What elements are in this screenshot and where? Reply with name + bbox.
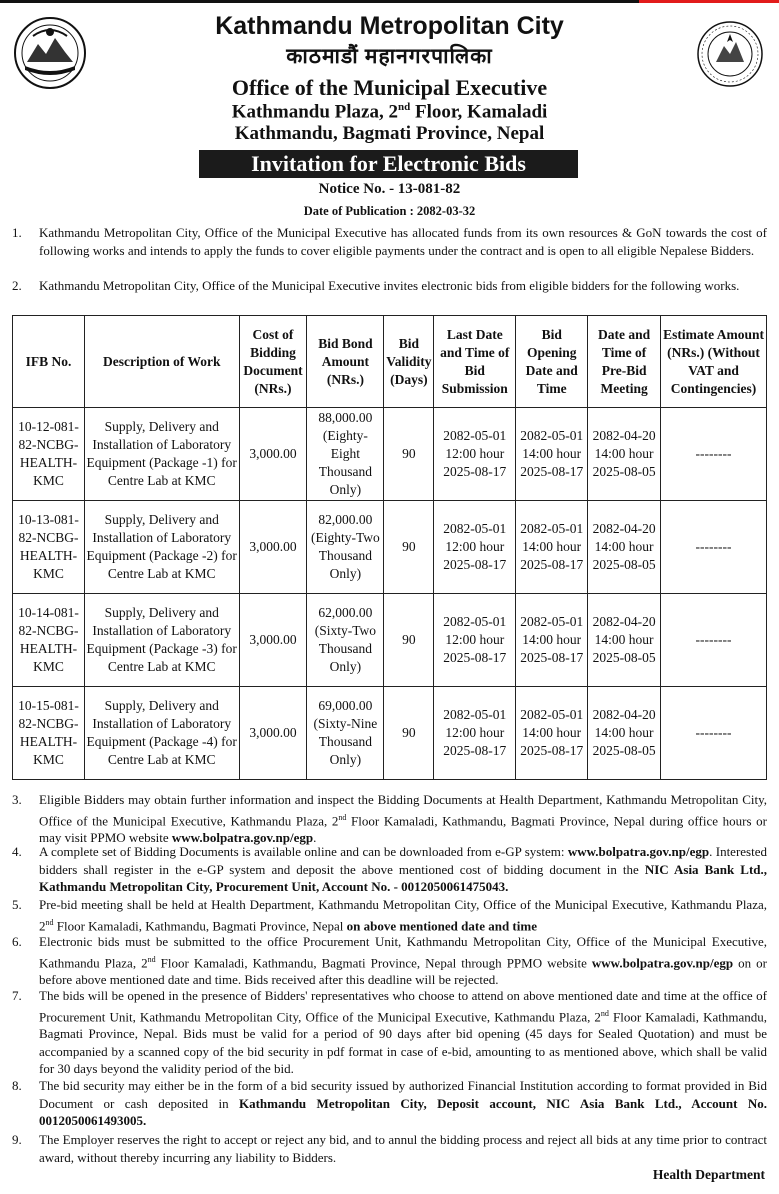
cell-ifb: 10-12-081-82-NCBG-HEALTH-KMC	[13, 408, 85, 501]
cell-ifb: 10-14-081-82-NCBG-HEALTH-KMC	[13, 594, 85, 687]
cell-ifb: 10-15-081-82-NCBG-HEALTH-KMC	[13, 687, 85, 780]
paragraph-3: 3. Eligible Bidders may obtain further information and inspect the Bidding Documents at Health Department, Kathmandu Metropolitan City, Office of the Municipal Executive, Kathmandu Plaza, 2nd Floor Kamaladi, Kathmandu, Bagmati Province, Nepal during office hours or may visit PPMO website www.bolpatra.gov.np/egp.	[12, 792, 767, 846]
publication-date: Date of Publication : 2082-03-32	[303, 204, 476, 218]
table-header-row	[13, 316, 767, 408]
cell-bond: 82,000.00 (Eighty-Two Thousand Only)	[307, 501, 384, 594]
header-cost: Cost of Bidding Document (NRs.)	[239, 316, 307, 408]
table-row	[13, 501, 767, 594]
cell-opening: 2082-05-01 14:00 hour 2025-08-17	[516, 687, 588, 780]
cell-description: Supply, Delivery and Installation of Laboratory Equipment (Package -1) for Centre Lab at KMC	[84, 408, 239, 501]
header-description: Description of Work	[84, 316, 239, 408]
cell-estimate: --------	[661, 501, 767, 594]
header-estimate: Estimate Amount (NRs.) (Without VAT and Contingencies)	[661, 316, 767, 408]
bids-table	[12, 315, 767, 780]
paragraph-2: 2. Kathmandu Metropolitan City, Office of the Municipal Executive invites electronic bids from eligible bidders for the following works.	[12, 278, 740, 293]
cell-prebid: 2082-04-20 14:00 hour 2025-08-05	[588, 408, 661, 501]
notice-number: Notice No. - 13-081-82	[318, 181, 461, 197]
paragraph-4: 4. A complete set of Bidding Documents is available online and can be downloaded from e-GP system: www.bolpatra.gov.np/egp. Interested bidders shall register in the e-GP system and deposit the above mentioned cost of bidding document in the NIC Asia Bank Ltd., Kathmandu Metropolitan City, Procurement Unit, Account No. - 0012050061475043.	[12, 844, 768, 894]
cell-last-date: 2082-05-01 12:00 hour 2025-08-17	[434, 408, 516, 501]
invitation-banner: Invitation for Electronic Bids	[199, 150, 578, 178]
cell-bond: 88,000.00 (Eighty-Eight Thousand Only)	[307, 408, 384, 501]
header-last-date: Last Date and Time of Bid Submission	[434, 316, 516, 408]
address-line-2: Kathmandu, Bagmati Province, Nepal	[234, 123, 545, 144]
header-validity: Bid Validity (Days)	[384, 316, 434, 408]
table-row	[13, 594, 767, 687]
cell-last-date: 2082-05-01 12:00 hour 2025-08-17	[434, 594, 516, 687]
cell-estimate: --------	[661, 408, 767, 501]
cell-validity: 90	[384, 501, 434, 594]
cell-estimate: --------	[661, 594, 767, 687]
paragraph-5: 5. Pre-bid meeting shall be held at Health Department, Kathmandu Metropolitan City, Office of the Municipal Executive, Kathmandu Plaza, 2nd Floor Kamaladi, Kathmandu, Bagmati Province, Nepal on above mentioned date and time	[12, 897, 767, 933]
cell-validity: 90	[384, 687, 434, 780]
cell-estimate: --------	[661, 687, 767, 780]
header-opening: Bid Opening Date and Time	[516, 316, 588, 408]
address-line-1: Kathmandu Plaza, 2nd Floor, Kamaladi	[231, 101, 548, 123]
cell-bond: 62,000.00 (Sixty-Two Thousand Only)	[307, 594, 384, 687]
cell-last-date: 2082-05-01 12:00 hour 2025-08-17	[434, 687, 516, 780]
office-title: Office of the Municipal Executive	[231, 75, 548, 100]
cell-opening: 2082-05-01 14:00 hour 2025-08-17	[516, 501, 588, 594]
paragraph-1: 1. Kathmandu Metropolitan City, Office of the Municipal Executive has allocated funds from its own resources & GoN towards the cost of following works and intends to apply the funds to cover eligible payments under the contract and is open to all eligible Nepalese Bidders.	[12, 225, 767, 258]
cell-validity: 90	[384, 408, 434, 501]
paragraph-7: 7. The bids will be opened in the presence of Bidders' representatives who choose to attend on above mentioned date and time at the office of Procurement Unit, Kathmandu Metropolitan City, Office of the Municipal Executive, Kathmandu Plaza, 2nd Floor Kamaladi, Kathmandu, Bagmati Province, Nepal. Bids must be valid for a period of 90 days after bid opening (45 days for Sealed Quotation) and must be accompanied by a scanned copy of the bid security in pdf format in case of e-bid, amounting to as mentioned above, which shall be valid for 30 days beyond the validity period of the bid.	[12, 988, 768, 1077]
cell-cost: 3,000.00	[239, 687, 307, 780]
cell-opening: 2082-05-01 14:00 hour 2025-08-17	[516, 408, 588, 501]
cell-cost: 3,000.00	[239, 594, 307, 687]
nepali-title: काठमाडौं महानगरपालिका	[286, 44, 493, 68]
paragraph-6: 6. Electronic bids must be submitted to the office Procurement Unit, Kathmandu Metropolitan City, Office of the Municipal Executive, Kathmandu Plaza, 2nd Floor Kamaladi, Kathmandu, Bagmati Province, Nepal through PPMO website www.bolpatra.gov.np/egp on or before above mentioned date and time. Bids received after this deadline will be rejected.	[12, 934, 767, 988]
city-title: Kathmandu Metropolitan City	[215, 12, 564, 40]
red-corner-stripe	[639, 0, 779, 3]
paragraph-9: 9. The Employer reserves the right to accept or reject any bid, and to annul the bidding process and reject all bids at any time prior to contract award, without thereby incurring any liability to Bidders.	[12, 1132, 767, 1165]
table-row	[13, 408, 767, 501]
cell-prebid: 2082-04-20 14:00 hour 2025-08-05	[588, 687, 661, 780]
cell-prebid: 2082-04-20 14:00 hour 2025-08-05	[588, 594, 661, 687]
cell-ifb: 10-13-081-82-NCBG-HEALTH-KMC	[13, 501, 85, 594]
table-row	[13, 687, 767, 780]
cell-description: Supply, Delivery and Installation of Laboratory Equipment (Package -3) for Centre Lab at KMC	[84, 594, 239, 687]
header-ifb: IFB No.	[13, 316, 85, 408]
cell-last-date: 2082-05-01 12:00 hour 2025-08-17	[434, 501, 516, 594]
cell-cost: 3,000.00	[239, 501, 307, 594]
cell-opening: 2082-05-01 14:00 hour 2025-08-17	[516, 594, 588, 687]
paragraph-8: 8. The bid security may either be in the form of a bid security issued by authorized Financial Institution according to format provided in Bid Document or cash deposited in Kathmandu Metropolitan City, Deposit account, NIC Asia Bank Ltd., Account No. 0012050061493005.	[12, 1078, 767, 1128]
cell-description: Supply, Delivery and Installation of Laboratory Equipment (Package -4) for Centre Lab at KMC	[84, 687, 239, 780]
header-prebid: Date and Time of Pre-Bid Meeting	[588, 316, 661, 408]
cell-cost: 3,000.00	[239, 408, 307, 501]
cell-description: Supply, Delivery and Installation of Laboratory Equipment (Package -2) for Centre Lab at KMC	[84, 501, 239, 594]
signature-department: Health Department	[652, 1167, 765, 1182]
header-bond: Bid Bond Amount (NRs.)	[307, 316, 384, 408]
cell-validity: 90	[384, 594, 434, 687]
cell-prebid: 2082-04-20 14:00 hour 2025-08-05	[588, 501, 661, 594]
cell-bond: 69,000.00 (Sixty-Nine Thousand Only)	[307, 687, 384, 780]
